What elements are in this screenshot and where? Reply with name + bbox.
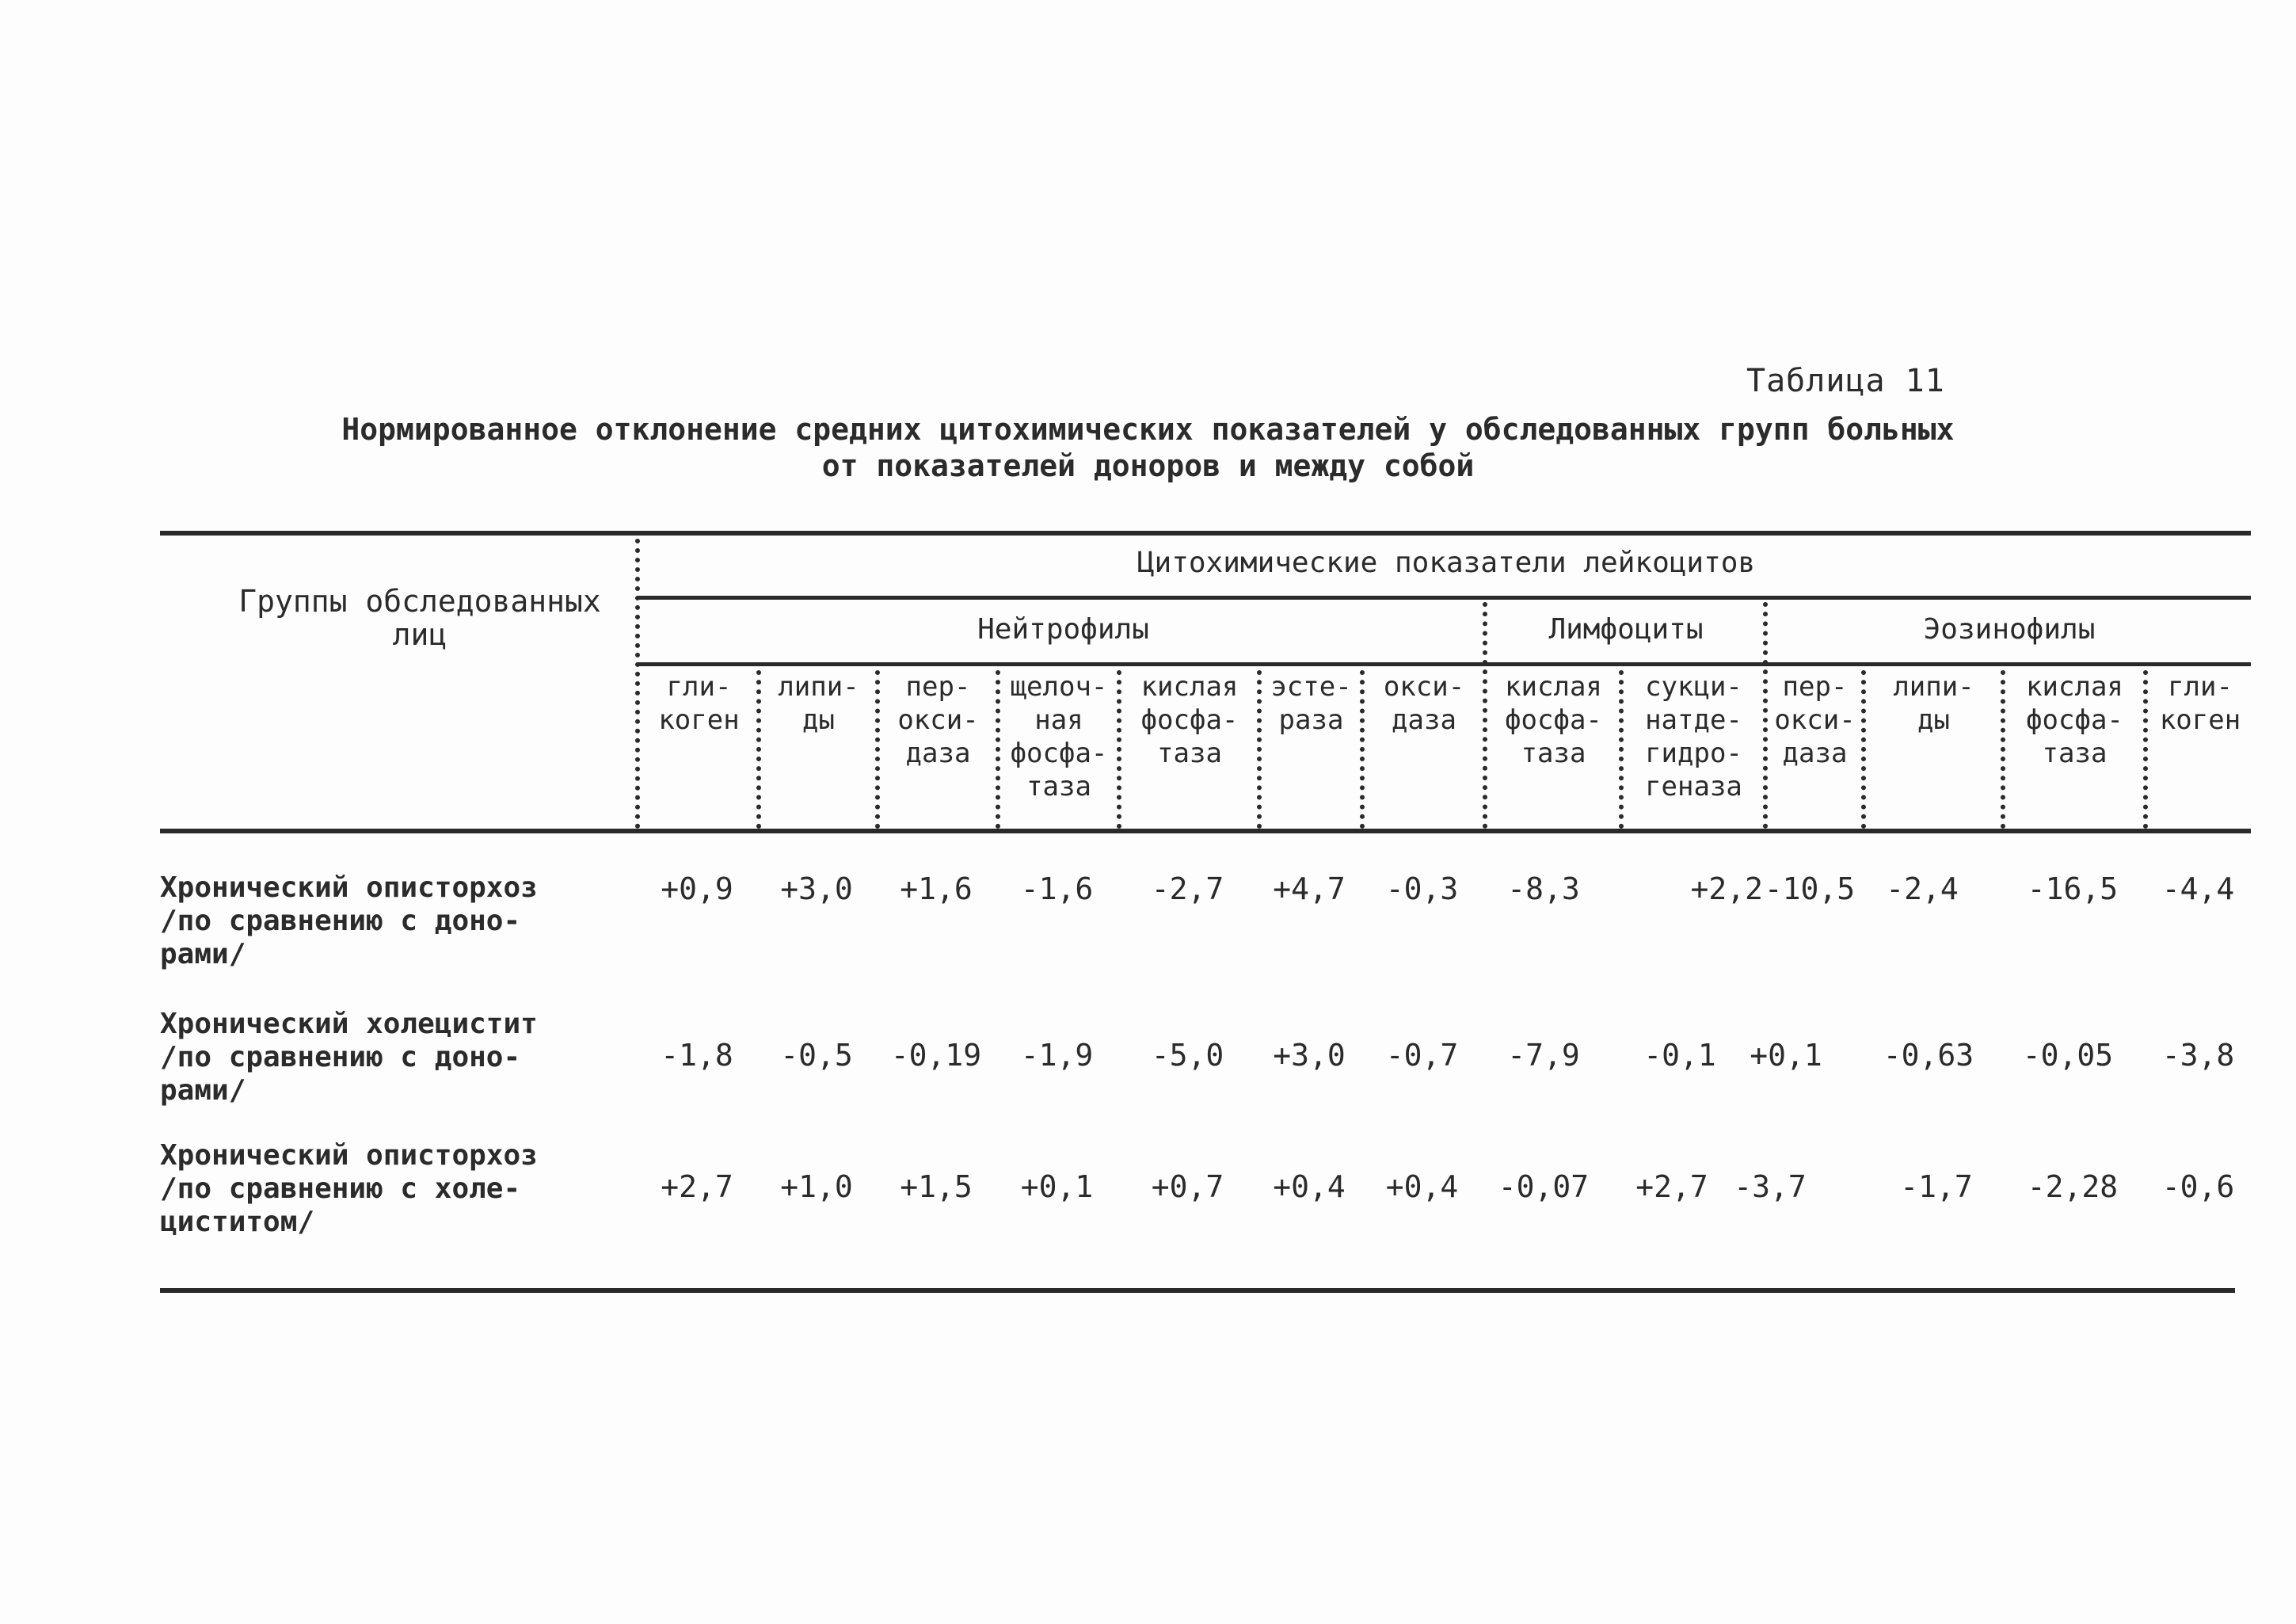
table-cell: -1,7 [1900,1169,1973,1204]
header-bottom-rule [160,829,2251,833]
row-label: Хронический описторхоз /по сравнению с доно- рами/ [160,871,538,970]
separator-col-3 [996,670,1000,829]
table-cell: -0,05 [2022,1038,2114,1073]
table-cell: -5,0 [1151,1038,1224,1073]
table-cell: +4,7 [1273,871,1346,906]
col-header-lipids: липи- ды [778,671,859,736]
table-cell: -3,8 [2161,1038,2235,1073]
table-cell: -1,6 [1020,871,1094,906]
header-lymphocytes: Лимфоциты [1548,613,1704,646]
table-cell: +1,5 [900,1169,973,1204]
table-title-line1: Нормированное отклонение средних цитохимических показателей у обследованных групп больных [341,412,1955,447]
col-header-peroxidase: пер- окси- даза [897,671,979,769]
separator-col-12 [2143,670,2148,829]
table-cell: +1,0 [780,1169,853,1204]
table-cell: +0,1 [1750,1038,1822,1073]
col-header-eos-acid-phosphatase: кислая фосфа- таза [2026,671,2123,769]
table-cell: -4,4 [2161,871,2235,906]
table-cell: +3,0 [780,871,853,906]
col-header-esterase: эсте- раза [1270,671,1352,736]
row-label: Хронический холецистит /по сравнению с доно- рами/ [160,1008,538,1107]
table-cell: +1,6 [900,871,973,906]
col-header-eos-peroxidase: пер- окси- даза [1774,671,1856,769]
col-header-eos-lipids: липи- ды [1893,671,1974,736]
table-cell: -0,1 [1643,1038,1716,1073]
header-cytochemical: Цитохимические показатели лейкоцитов [1137,547,1756,579]
table-cell: -1,8 [661,1038,733,1073]
table-cell: -0,7 [1385,1038,1459,1073]
table-cell: -3,7 [1734,1169,1807,1204]
table-cell: -1,9 [1020,1038,1094,1073]
table-cell: -7,9 [1507,1038,1580,1073]
separator-group-col [635,539,640,829]
table-cell: -2,4 [1886,871,1959,906]
separator-col-10 [1861,670,1866,829]
table-cell: +2,2 [1690,871,1763,906]
col-header-alkaline-phosphatase: щелоч- ная фосфа- таза [1010,671,1108,802]
table-cell: -2,7 [1151,871,1224,906]
table-top-rule [160,531,2251,536]
table-cell: -2,28 [2027,1169,2119,1204]
table-cell: +0,9 [661,871,733,906]
table-number: Таблица 11 [1746,363,1945,399]
table-cell: -0,3 [1385,871,1459,906]
table-cell: -0,07 [1498,1169,1590,1204]
table-cell: +0,7 [1151,1169,1224,1204]
separator-col-8 [1619,670,1624,829]
col-header-succinate-dehydrogenase: сукци- натде- гидро- геназа [1645,671,1742,802]
col-header-acid-phosphatase: кислая фосфа- таза [1140,671,1239,769]
col-header-lympho-acid-phosphatase: кислая фосфа- таза [1505,671,1602,769]
table-cell: +0,4 [1385,1169,1459,1204]
table-cell: +0,4 [1273,1169,1346,1204]
table-cell: -16,5 [2027,871,2119,906]
row-label: Хронический описторхоз /по сравнению с холе- циститом/ [160,1139,538,1238]
separator-col-5 [1257,670,1262,829]
separator-col-1 [756,670,761,829]
col-header-oxidase: окси- даза [1383,671,1465,736]
separator-col-4 [1117,670,1121,829]
table-bottom-rule [160,1288,2235,1293]
group-column-header: Группы обследованных лиц [238,584,601,652]
table-cell: -10,5 [1764,871,1856,906]
header-rule-2 [638,662,2251,666]
table-cell: +2,7 [1635,1169,1708,1204]
col-header-eos-glycogen: гли- коген [2159,671,2241,736]
table-cell: -0,19 [890,1038,982,1073]
header-eosinophils: Эозинофилы [1923,613,2096,646]
table-title-line2: от показателей доноров и между собой [821,448,1475,483]
header-neutrophils: Нейтрофилы [977,613,1149,646]
table-cell: -0,6 [2161,1169,2235,1204]
table-cell: +3,0 [1273,1038,1346,1073]
table-cell: +2,7 [661,1169,733,1204]
header-rule-1 [638,596,2251,600]
separator-col-6 [1360,670,1365,829]
separator-col-11 [2001,670,2005,829]
table-cell: -8,3 [1507,871,1580,906]
col-header-glycogen: гли- коген [658,671,740,736]
table-cell: -0,63 [1883,1038,1974,1073]
separator-col-2 [875,670,880,829]
table-cell: +0,1 [1020,1169,1094,1204]
table-cell: -0,5 [780,1038,853,1073]
